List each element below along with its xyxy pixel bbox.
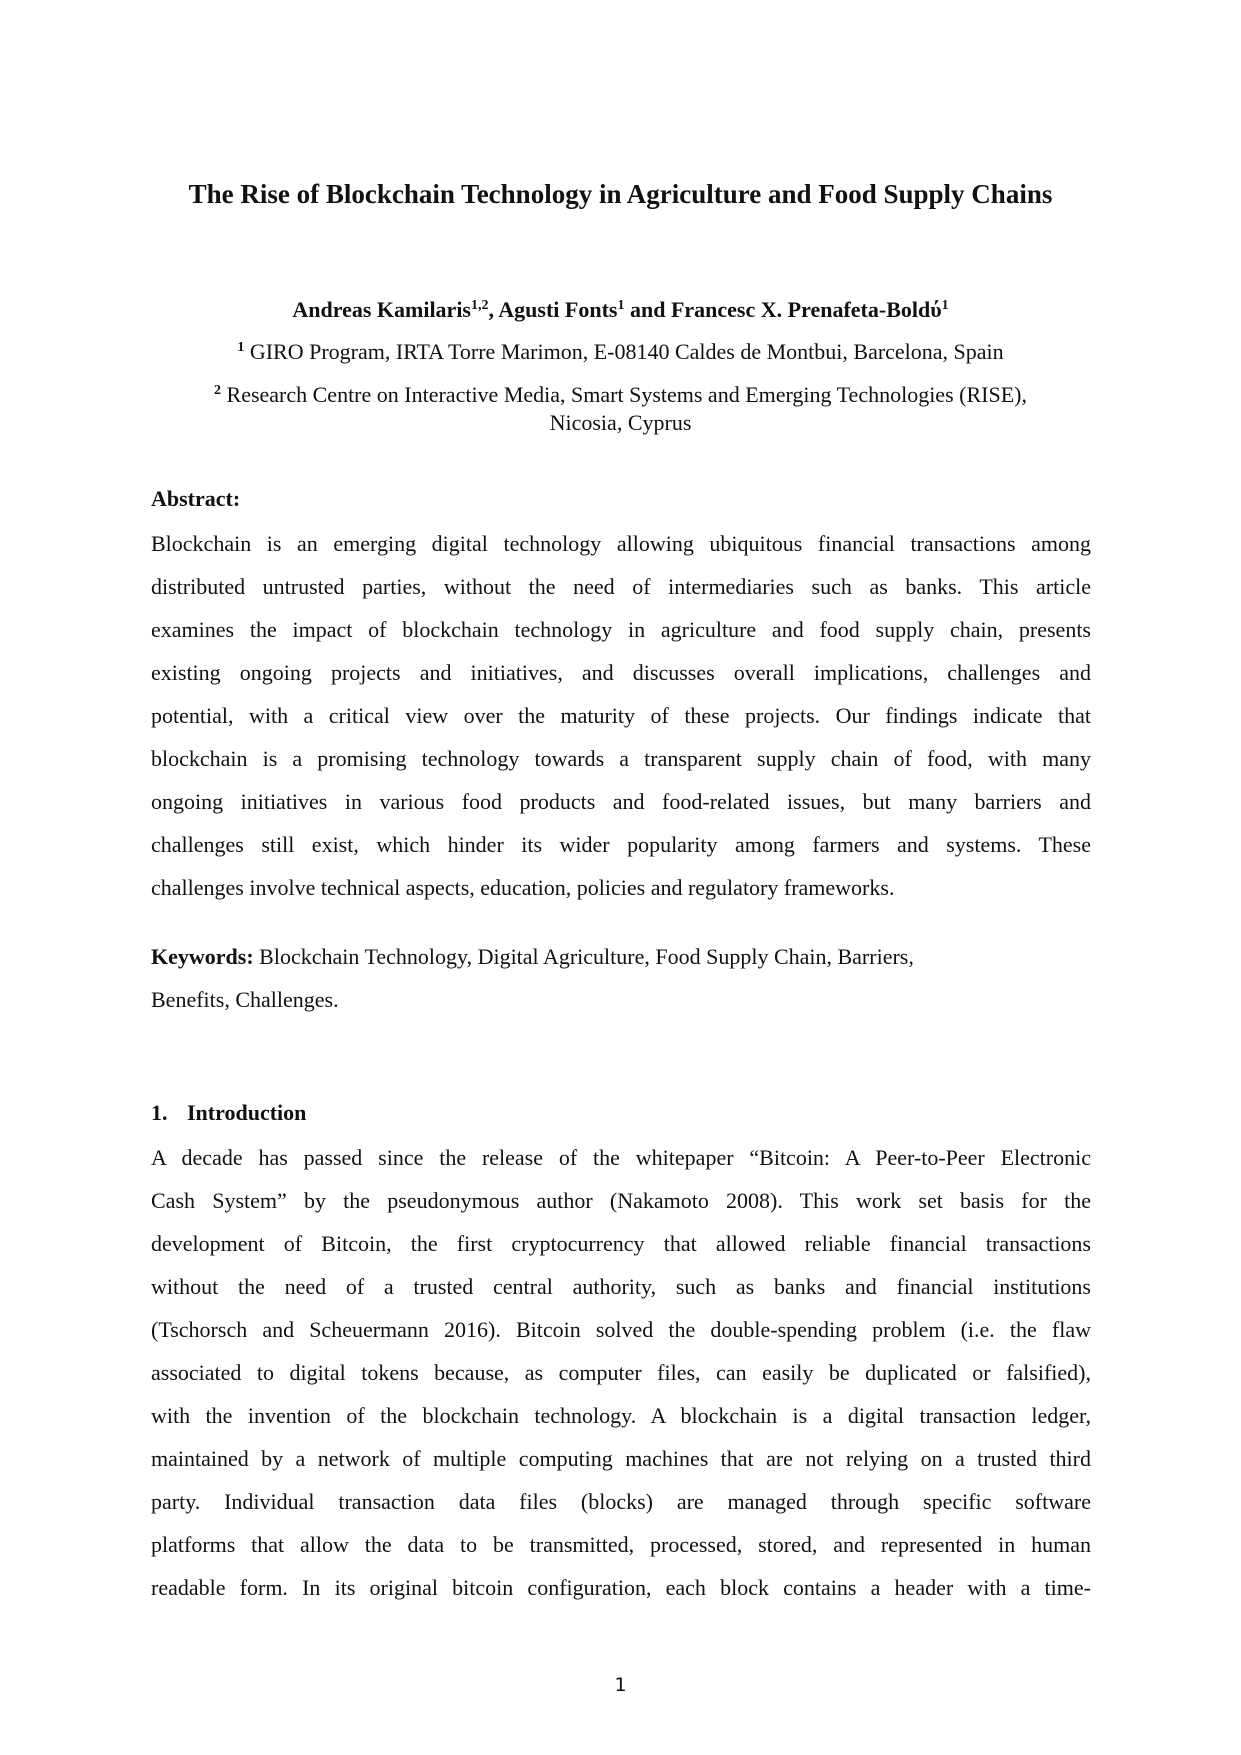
author-name: Andreas Kamilaris [292,297,471,322]
author-name: Francesc X. Prenafeta-Boldύ [670,297,942,322]
author-affiliation-marker: 1 [941,298,949,313]
body-line: (Tschorsch and Scheuermann 2016). Bitcoin solved the double-spending problem (i.e. the flaw [151,1317,1091,1342]
keywords-label: Keywords: [151,944,254,969]
body-line: party. Individual transaction data files (blocks) are managed through specific software [151,1489,1091,1514]
body-line: with the invention of the blockchain technology. A blockchain is a digital transaction ledger, [151,1403,1091,1428]
keywords-line: Benefits, Challenges. [151,987,339,1012]
body-line: maintained by a network of multiple computing machines that are not relying on a trusted third [151,1446,1091,1471]
author-name: Agusti Fonts [498,297,618,322]
affiliation [140,338,1101,366]
affiliation-marker: 2 [214,383,222,398]
abstract-body [151,522,1091,909]
page-number: 1 [614,1674,627,1696]
author-separator: and [624,297,671,322]
keywords [151,935,1091,1021]
introduction-body [151,1136,1091,1609]
abstract-line: distributed untrusted parties, without the need of intermediaries such as banks. This article [151,574,1091,599]
affiliation-text: Research Centre on Interactive Media, Smart Systems and Emerging Technologies (RISE), [226,382,1027,407]
body-line: without the need of a trusted central authority, such as banks and financial institutions [151,1274,1091,1299]
abstract-line: potential, with a critical view over the maturity of these projects. Our findings indicate that [151,703,1091,728]
keywords-line [151,935,1091,978]
abstract-heading: Abstract: [151,486,241,511]
author-separator: , [488,297,499,322]
body-line: A decade has passed since the release of the whitepaper “Bitcoin: A Peer-to-Peer Electronic [151,1145,1091,1170]
body-line: platforms that allow the data to be transmitted, processed, stored, and represented in human [151,1532,1091,1557]
paper-title: The Rise of Blockchain Technology in Agriculture and Food Supply Chains [188,179,1053,209]
author-affiliation-marker: 1 [617,298,625,313]
affiliation-text: GIRO Program, IRTA Torre Marimon, E-08140 Caldes de Montbui, Barcelona, Spain [249,339,1004,364]
section-number: 1. [151,1100,168,1125]
abstract-line: challenges involve technical aspects, education, policies and regulatory frameworks. [151,875,895,900]
abstract-line: challenges still exist, which hinder its wider popularity among farmers and systems. These [151,832,1091,857]
section-heading-introduction [151,1099,306,1127]
body-line: development of Bitcoin, the first cryptocurrency that allowed reliable financial transactions [151,1231,1091,1256]
abstract-line: Blockchain is an emerging digital technology allowing ubiquitous financial transactions among [151,531,1091,556]
affiliation [140,381,1101,437]
affiliation-marker: 1 [237,340,245,355]
abstract-line: examines the impact of blockchain technology in agriculture and food supply chain, presents [151,617,1091,642]
affiliation-text: Nicosia, Cyprus [549,410,692,435]
author-list [0,296,1241,324]
keywords-text: Blockchain Technology, Digital Agriculture, Food Supply Chain, Barriers, [259,944,914,969]
section-title: Introduction [187,1100,307,1125]
abstract-line: ongoing initiatives in various food products and food-related issues, but many barriers and [151,789,1091,814]
body-line: readable form. In its original bitcoin configuration, each block contains a header with a time- [151,1575,1091,1600]
abstract-line: existing ongoing projects and initiatives, and discusses overall implications, challenges and [151,660,1091,685]
body-line: Cash System” by the pseudonymous author (Nakamoto 2008). This work set basis for the [151,1188,1091,1213]
abstract-line: blockchain is a promising technology towards a transparent supply chain of food, with many [151,746,1091,771]
body-line: associated to digital tokens because, as computer files, can easily be duplicated or falsified), [151,1360,1091,1385]
author-affiliation-marker: 1,2 [471,298,489,313]
